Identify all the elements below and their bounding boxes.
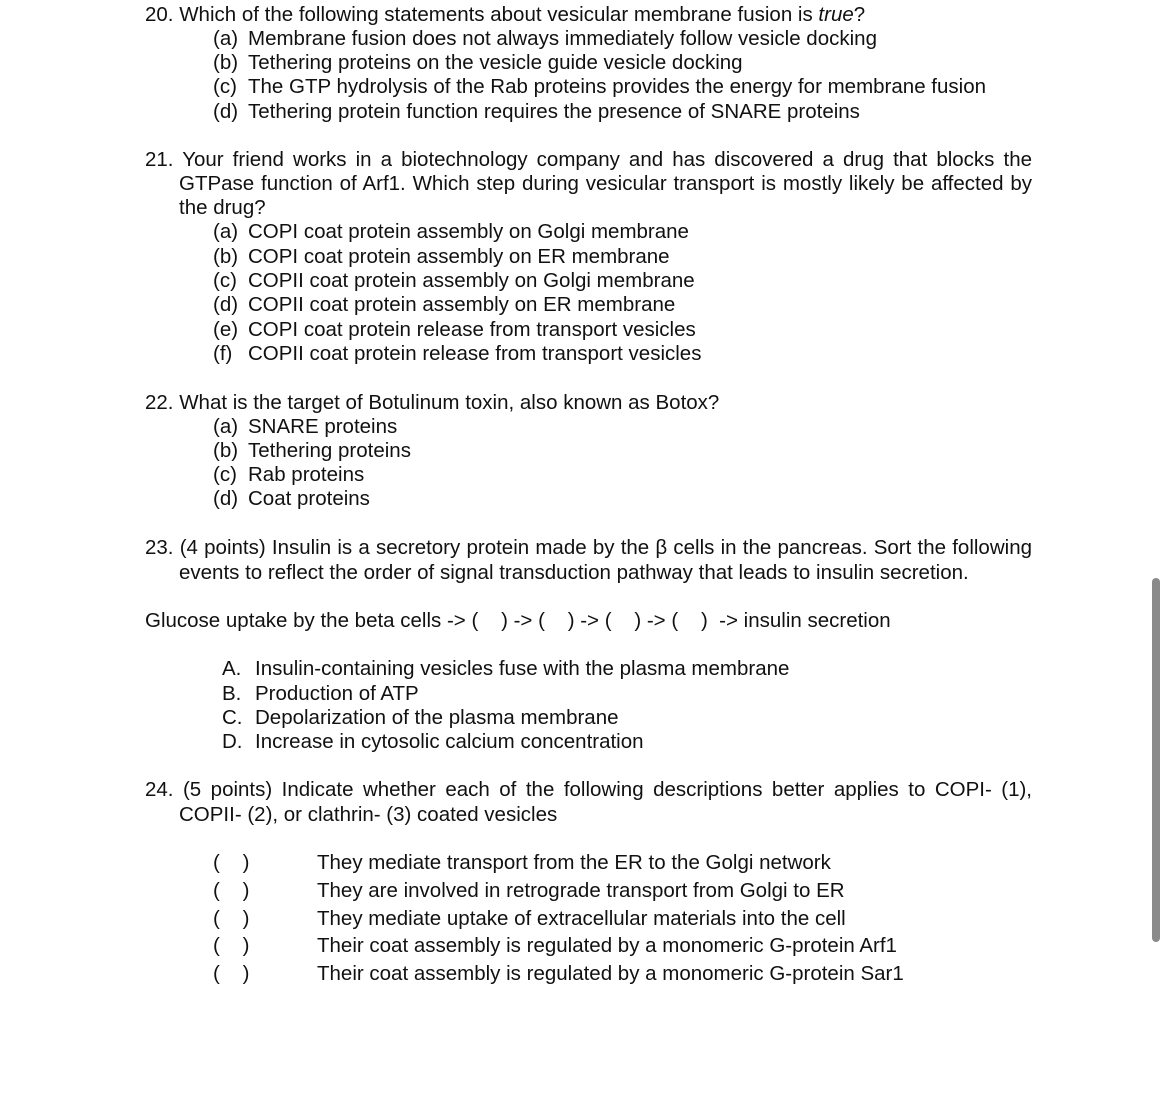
q24-item: They are involved in retrograde transport from Golgi to ER — [317, 879, 845, 902]
q21-option-b: (b) COPI coat protein assembly on ER membrane — [213, 245, 670, 268]
q24-answer-blank: ( ) — [213, 934, 250, 957]
q24-answer-blank: ( ) — [213, 962, 250, 985]
q23-item-b: B. Production of ATP — [222, 682, 419, 705]
q23-sequence: Glucose uptake by the beta cells -> ( ) -> ( ) -> ( ) -> ( ) -> insulin secretion — [145, 609, 891, 632]
q24-item: Their coat assembly is regulated by a monomeric G-protein Arf1 — [317, 934, 897, 957]
q20-stem-emphasis: true — [818, 3, 854, 26]
q24-answer-blank: ( ) — [213, 907, 250, 930]
q22-stem: 22. What is the target of Botulinum toxin, also known as Botox? — [145, 391, 720, 414]
vertical-scrollbar[interactable] — [1152, 578, 1160, 942]
q23-stem-line1: 23. (4 points) Insulin is a secretory protein made by the β cells in the pancreas. Sort the following — [145, 536, 1032, 559]
q22-option-d: (d) Coat proteins — [213, 487, 370, 510]
q24-item: They mediate transport from the ER to the Golgi network — [317, 851, 831, 874]
q24-answer-blank: ( ) — [213, 851, 250, 874]
q20-option-c: (c) The GTP hydrolysis of the Rab proteins provides the energy for membrane fusion — [213, 75, 986, 98]
q20-option-d: (d) Tethering protein function requires the presence of SNARE proteins — [213, 100, 860, 123]
q23-item-c: C. Depolarization of the plasma membrane — [222, 706, 619, 729]
q21-option-c: (c) COPII coat protein assembly on Golgi membrane — [213, 269, 695, 292]
q22-option-b: (b) Tethering proteins — [213, 439, 411, 462]
q22-option-a: (a) SNARE proteins — [213, 415, 398, 438]
q24-item: They mediate uptake of extracellular materials into the cell — [317, 907, 846, 930]
q21-stem-line1: 21. Your friend works in a biotechnology company and has discovered a drug that blocks the — [145, 148, 1032, 171]
q20-option-a: (a) Membrane fusion does not always immediately follow vesicle docking — [213, 27, 877, 50]
q22-option-c: (c) Rab proteins — [213, 463, 365, 486]
q24-stem-line2: COPII- (2), or clathrin- (3) coated vesicles — [179, 803, 558, 826]
q21-option-e: (e) COPI coat protein release from transport vesicles — [213, 318, 696, 341]
q23-item-a: A. Insulin-containing vesicles fuse with the plasma membrane — [222, 657, 790, 680]
q24-stem-line1: 24. (5 points) Indicate whether each of the following descriptions better applies to COPI- (1), — [145, 778, 1032, 801]
q21-stem-line3: the drug? — [179, 196, 266, 219]
q24-item: Their coat assembly is regulated by a monomeric G-protein Sar1 — [317, 962, 904, 985]
q21-option-d: (d) COPII coat protein assembly on ER membrane — [213, 293, 676, 316]
q23-item-d: D. Increase in cytosolic calcium concentration — [222, 730, 644, 753]
q21-stem-line2: GTPase function of Arf1. Which step during vesicular transport is mostly likely be affected by — [179, 172, 1032, 195]
q23-stem-line2: events to reflect the order of signal transduction pathway that leads to insulin secretion. — [179, 561, 969, 584]
q20-option-b: (b) Tethering proteins on the vesicle guide vesicle docking — [213, 51, 743, 74]
q21-option-a: (a) COPI coat protein assembly on Golgi membrane — [213, 220, 689, 243]
q20-stem: 20. Which of the following statements about vesicular membrane fusion is true? — [145, 3, 866, 26]
q24-answer-blank: ( ) — [213, 879, 250, 902]
q21-option-f: (f) COPII coat protein release from transport vesicles — [213, 342, 702, 365]
